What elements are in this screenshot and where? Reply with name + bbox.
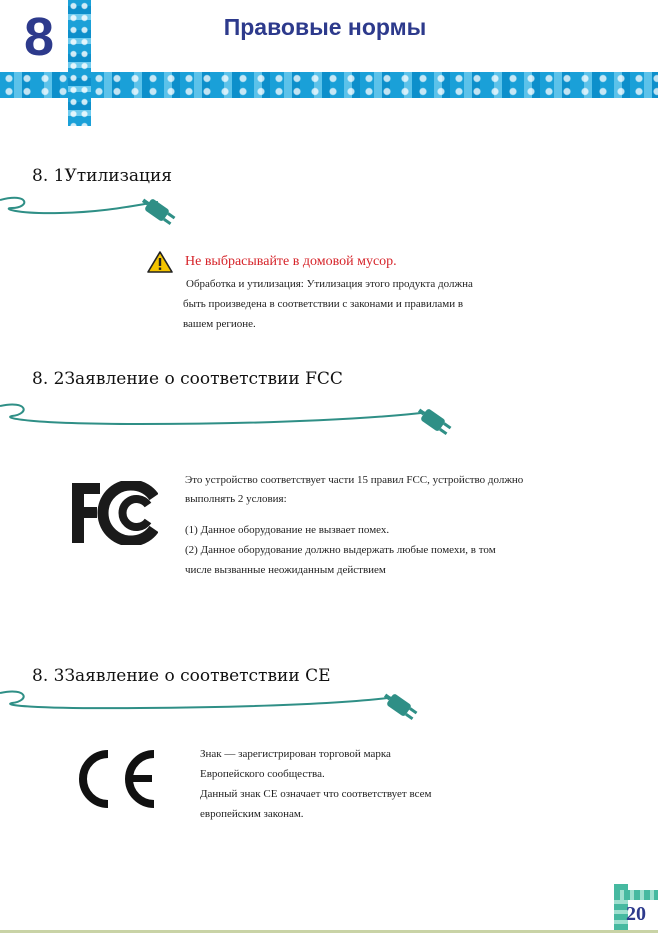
fcc-line-2: выполнять 2 условия:	[185, 493, 287, 505]
header-banner-pattern	[0, 72, 658, 98]
ce-line-3: Данный знак CE означает что соответствует всем	[200, 788, 432, 800]
section-title: Заявление о соответствии FCC	[64, 369, 343, 389]
page-number: 20	[626, 903, 646, 925]
section-title: Заявление о соответствии CE	[64, 666, 331, 686]
fcc-line-4: (2) Данное оборудование должно выдержать любые помехи, в том	[185, 544, 496, 556]
power-plug-icon	[139, 195, 177, 227]
warning-triangle-icon	[147, 251, 173, 273]
section-number: 8. 2	[32, 369, 65, 389]
ce-line-4: европейским законам.	[200, 808, 304, 820]
section-title: Утилизация	[64, 166, 172, 186]
section-swoosh-3	[0, 683, 440, 729]
power-plug-icon	[415, 405, 453, 437]
warning-message: Не выбрасывайте в домовой мусор.	[185, 254, 397, 269]
disposal-line-1: Обработка и утилизация: Утилизация этого продукта должна	[186, 278, 473, 290]
bottom-rule	[0, 930, 658, 933]
page-title: Правовые нормы	[223, 14, 427, 40]
section-number: 8. 3	[32, 666, 65, 686]
chapter-number: 8	[23, 7, 55, 67]
fcc-logo	[72, 481, 158, 545]
fcc-line-1: Это устройство соответствует части 15 правил FCC, устройство должно	[185, 474, 524, 486]
section-swoosh-2	[0, 396, 470, 442]
power-plug-icon	[381, 690, 419, 722]
section-heading-disposal	[32, 166, 172, 186]
ce-mark-logo	[74, 748, 158, 810]
page-number-decoration-band	[614, 890, 658, 900]
fcc-line-3: (1) Данное оборудование не вызвает помех.	[185, 524, 390, 536]
ce-line-2: Европейского сообщества.	[200, 768, 325, 780]
disposal-line-2: быть произведена в соответствии с законами и правилами в	[183, 298, 464, 310]
ce-line-1: Знак — зарегистрирован торговой марка	[200, 748, 391, 760]
section-number: 8. 1	[32, 166, 65, 186]
fcc-line-5: числе вызванные неожиданным действием	[185, 564, 386, 576]
section-swoosh-1	[0, 188, 200, 230]
header-vertical-stripe-pattern	[68, 0, 91, 126]
disposal-line-3: вашем регионе.	[183, 318, 256, 330]
section-heading-fcc	[32, 369, 343, 389]
